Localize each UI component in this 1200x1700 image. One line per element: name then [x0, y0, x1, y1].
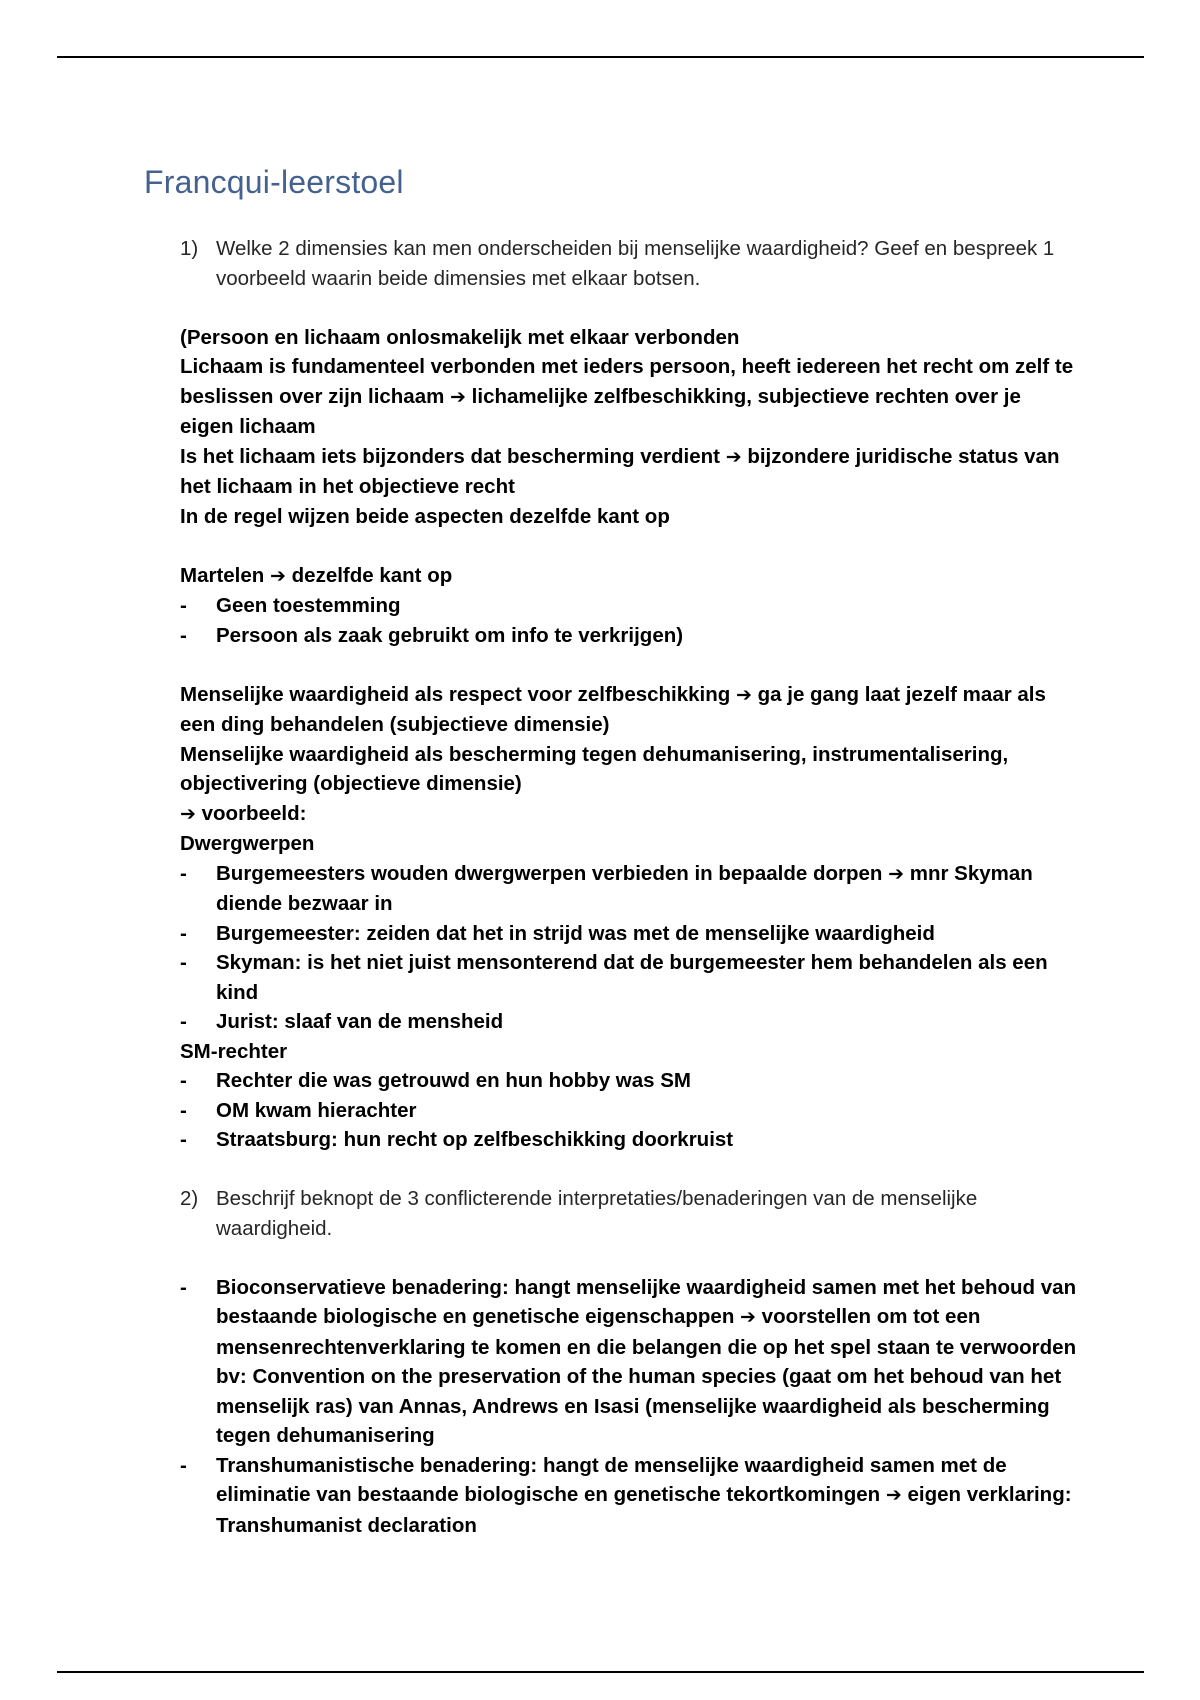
list-item: - Burgemeester: zeiden dat het in strijd was met de menselijke waardigheid: [180, 919, 1080, 949]
bullet-dash: -: [180, 861, 187, 885]
paragraph: Lichaam is fundamenteel verbonden met ieders persoon, heeft iedereen het recht om zelf te beslissen over zijn lichaam ➔ lichamelijke zelfbeschikking, subjectieve rechten over je eigen lichaam: [180, 355, 1074, 438]
arrow-icon: ➔: [736, 683, 752, 706]
bullet-dash: -: [180, 1010, 187, 1033]
paragraph: Martelen ➔ dezelfde kant op: [180, 563, 453, 587]
bullet-dash: -: [180, 1275, 187, 1299]
paragraph: ➔ voorbeeld:: [180, 801, 307, 825]
list-item: - OM kwam hierachter: [180, 1096, 1080, 1126]
subheading: Dwergwerpen: [180, 832, 315, 855]
header-rule: [57, 56, 1144, 58]
question-text: Welke 2 dimensies kan men onderscheiden bij menselijke waardigheid? Geef en bespreek 1 voorbeeld waarin beide dimensies met elkaar botsen.: [216, 237, 1055, 290]
bullet-dash: -: [180, 623, 187, 647]
question-text: Beschrijf beknopt de 3 conflicterende interpretaties/benaderingen van de menselijke waardigheid.: [216, 1187, 978, 1240]
question-number: 2): [180, 1187, 199, 1210]
bullet-dash: -: [180, 1453, 187, 1477]
footer-rule: [57, 1671, 1144, 1673]
arrow-icon: ➔: [270, 564, 286, 587]
arrow-icon: ➔: [888, 862, 905, 885]
list-item: - Skyman: is het niet juist mensonterend dat de burgemeester hem behandelen als een kind: [180, 948, 1080, 1007]
paragraph: Menselijke waardigheid als respect voor zelfbeschikking ➔ ga je gang laat jezelf maar als een ding behandelen (subjectieve dimensie): [180, 682, 1046, 736]
list-item: - Jurist: slaaf van de mensheid: [180, 1007, 1080, 1037]
arrow-icon: ➔: [740, 1306, 756, 1328]
list-item: - Straatsburg: hun recht op zelfbeschikking doorkruist: [180, 1125, 1080, 1155]
question-1: [180, 234, 1080, 293]
list-item: - Geen toestemming: [180, 591, 1080, 621]
paragraph: (Persoon en lichaam onlosmakelijk met elkaar verbonden: [180, 325, 740, 349]
bullet-dash: -: [180, 1128, 187, 1151]
subheading: SM-rechter: [180, 1039, 288, 1063]
page-title: Francqui-leerstoel: [144, 164, 404, 200]
list-item: - Rechter die was getrouwd en hun hobby was SM: [180, 1066, 1080, 1096]
bullet-dash: -: [180, 1098, 187, 1122]
arrow-icon: ➔: [180, 802, 196, 825]
document-body: [180, 234, 1080, 1540]
list-item: - Persoon als zaak gebruikt om info te verkrijgen): [180, 621, 1080, 651]
bullet-dash: -: [180, 951, 187, 974]
bullet-dash: -: [180, 1069, 187, 1092]
paragraph: In de regel wijzen beide aspecten dezelfde kant op: [180, 504, 670, 528]
paragraph: Menselijke waardigheid als bescherming tegen dehumanisering, instrumentalisering, objectivering (objectieve dimensie): [180, 742, 1009, 795]
list-item: - Transhumanistische benadering: hangt de menselijke waardigheid samen met de eliminatie van bestaande biologische en genetische tekortkomingen ➔ eigen verklaring: Transhumanist declaration: [180, 1451, 1080, 1541]
question-2: [180, 1184, 1080, 1243]
arrow-icon: ➔: [450, 385, 466, 408]
bullet-dash: -: [180, 594, 187, 617]
bullet-dash: -: [180, 921, 187, 945]
arrow-icon: ➔: [885, 1484, 902, 1506]
arrow-icon: ➔: [725, 445, 742, 468]
list-item: - Bioconservatieve benadering: hangt menselijke waardigheid samen met het behoud van bestaande biologische en genetische eigenschappen ➔ voorstellen om tot een mensenrechtenverklaring te komen en die belangen die op het spel staan te verwoorden bv: Convention on the preservation of the human species (gaat om het behoud van het menselijk ras) van Annas, Andrews en Isasi (menselijke waardigheid als bescherming tegen dehumanisering: [180, 1273, 1080, 1451]
paragraph: Is het lichaam iets bijzonders dat bescherming verdient ➔ bijzondere juridische status van het lichaam in het objectieve recht: [180, 444, 1060, 498]
question-number: 1): [180, 237, 199, 260]
list-item: - Burgemeesters wouden dwergwerpen verbieden in bepaalde dorpen ➔ mnr Skyman diende bezwaar in: [180, 859, 1080, 919]
